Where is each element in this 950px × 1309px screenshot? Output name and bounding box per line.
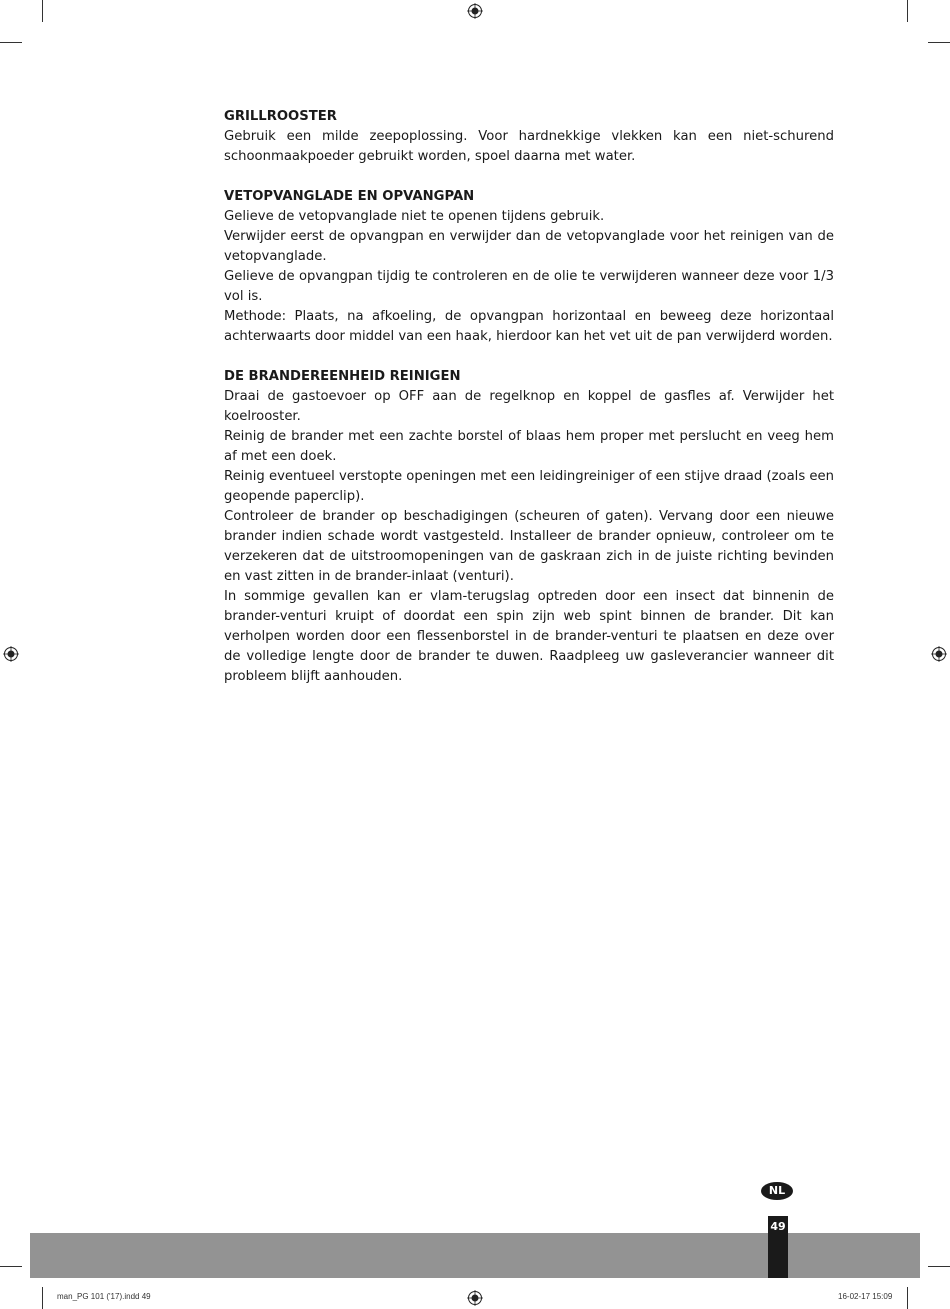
paragraph: Gelieve de opvangpan tijdig te controleren en de olie te verwijderen wanneer deze voor 1/3 vol is. (224, 269, 834, 304)
crop-mark (907, 1287, 908, 1309)
section-grillrooster (224, 107, 834, 167)
document-body (224, 107, 834, 707)
crop-mark (0, 42, 22, 43)
paragraph: Controleer de brander op beschadigingen (scheuren of gaten). Vervang door een nieuwe brander indien schade wordt vastgesteld. Installeer de brander opnieuw, controleer om te verzekeren dat de uitstroomopeningen van de gaskraan zich in de juiste richting bevinden en vast zitten in de brander-inlaat (venturi). (224, 509, 834, 584)
registration-mark-icon (467, 3, 483, 19)
crop-mark (42, 0, 43, 22)
paragraph: Reinig eventueel verstopte openingen met een leidingreiniger of een stijve draad (zoals een geopende paperclip). (224, 469, 834, 504)
paragraph: Reinig de brander met een zachte borstel of blaas hem proper met perslucht en veeg hem af met een doek. (224, 429, 834, 464)
paragraph: Draai de gastoevoer op OFF aan de regelknop en koppel de gasfles af. Verwijder het koelrooster. (224, 389, 834, 424)
slug-filename: man_PG 101 ('17).indd 49 (57, 1292, 151, 1301)
section-vetopvanglade (224, 187, 834, 347)
crop-mark (907, 0, 908, 22)
slug-timestamp: 16-02-17 15:09 (838, 1292, 893, 1301)
crop-mark (928, 1266, 950, 1267)
section-heading: VETOPVANGLADE EN OPVANGPAN (224, 189, 475, 204)
registration-mark-icon (931, 646, 947, 662)
paragraph: Gebruik een milde zeepoplossing. Voor hardnekkige vlekken kan een niet-schurend schoonmaakpoeder gebruikt worden, spoel daarna met water. (224, 129, 834, 164)
crop-mark (42, 1287, 43, 1309)
language-badge: NL (761, 1182, 793, 1200)
paragraph: Verwijder eerst de opvangpan en verwijder dan de vetopvanglade voor het reinigen van de vetopvanglade. (224, 229, 834, 264)
page-number: 49 (770, 1220, 786, 1233)
section-heading: GRILLROOSTER (224, 109, 337, 124)
registration-mark-icon (3, 646, 19, 662)
crop-mark (928, 42, 950, 43)
paragraph: In sommige gevallen kan er vlam-terugslag optreden door een insect dat binnenin de brander-venturi kruipt of doordat een spin zijn web spint binnen de brander. Dit kan verholpen worden door een flessenborstel in de brander-venturi te plaatsen en deze over de volledige lengte door de brander te duwen. Raadpleeg uw gasleverancier wanneer dit probleem blijft aanhouden. (224, 589, 834, 684)
section-heading: DE BRANDEREENHEID REINIGEN (224, 369, 461, 384)
section-brandereenheid (224, 367, 834, 687)
crop-mark (0, 1266, 22, 1267)
registration-mark-icon (467, 1290, 483, 1306)
paragraph: Methode: Plaats, na afkoeling, de opvangpan horizontaal en beweeg deze horizontaal achterwaarts door middel van een haak, hierdoor kan het vet uit de pan verwijderd worden. (224, 309, 834, 344)
paragraph: Gelieve de vetopvanglade niet te openen tijdens gebruik. (224, 209, 605, 224)
